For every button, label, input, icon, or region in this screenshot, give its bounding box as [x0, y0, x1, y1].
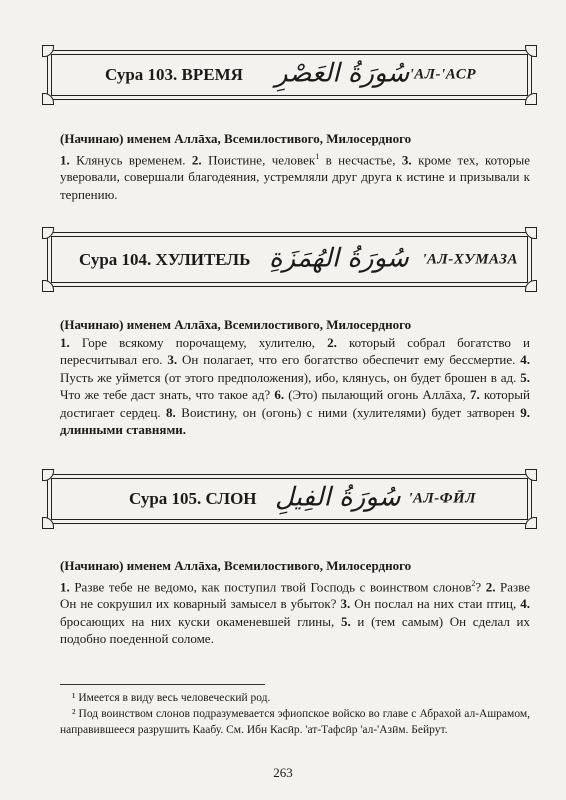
sura-103-header: [47, 50, 532, 100]
sura-104-text: [60, 316, 530, 439]
sura-105-header: [47, 474, 532, 524]
sura-103-text: [60, 130, 530, 203]
sura-104-basmala: (Начинаю) именем Аллāха, Всемилостивого, Милосердного: [60, 317, 412, 332]
sura-104-verses: 1. Горе всякому порочащему, хулителю, 2. который собрал богатство и пересчитывал его. 3. Он полагает, что его богатство обеспечит ему бессмертие. 4. Пусть же уймется (от этого предположения), ибо, клянусь, он будет брошен в ад. 5. Что же тебе даст знать, что такое ад? 6. (Это) пылающий огонь Аллāха, 7. который достигает сердец. 8. Воистину, он (огонь) с ними (хулителями) будет затворен 9. длинными ставнями.: [60, 334, 531, 437]
page-number: 263: [273, 765, 293, 780]
sura-105-title: Сура 105. СЛОН: [129, 489, 257, 508]
sura-103-arabic-title: سُورَةُ العَصْرِ: [275, 58, 410, 89]
footnote-separator: [60, 684, 265, 685]
sura-105-basmala: (Начинаю) именем Аллāха, Всемилостивого, Милосердного: [60, 558, 412, 573]
sura-105-arabic-title: سُورَةُ الفِيلِ: [275, 482, 401, 513]
footnote-1: ¹ Имеется в виду весь человеческий род.: [72, 692, 271, 704]
sura-104-title: Сура 104. ХУЛИТЕЛЬ: [79, 249, 251, 269]
sura-104-header: [47, 232, 532, 287]
sura-104-arabic-title: سُورَةُ الهُمَزَةِ: [269, 243, 409, 273]
sura-105-transliteration: 'АЛ-ФӢЛ: [408, 490, 476, 507]
sura-104-transliteration: 'АЛ-ХУМАЗА: [422, 251, 518, 267]
sura-105-text: [60, 557, 530, 648]
footnotes: [60, 690, 530, 738]
sura-103-transliteration: 'АЛ-'АСР: [409, 66, 476, 83]
footnote-2: ² Под воинством слонов подразумевается эфиопское войско во главе с Абрахой ал-Ашрамом, направившееся разрушить Каабу. См. Ибн Касӣр. 'ат-Тафсӣр 'ал-'Азӣм. Бейрут.: [60, 708, 530, 736]
sura-103-verses: 1. Клянусь временем. 2. Поистине, человек$^1$ в несчастье, 3. кроме тех, которые уверовали, совершали благодеяния, устремляли друг друга к истине и призывали к терпению.: [60, 151, 530, 202]
sura-103-title: Сура 103. ВРЕМЯ: [105, 65, 243, 84]
sura-105-verses: 1. Разве тебе не ведомо, как поступил твой Господь с воинством слонов$^2$? 2. Разве Он не сокрушил их коварный замысел в убыток? 3. Он послал на них стаи птиц, 4. бросающих на них куски окаменевшей глины, 5. и (тем самым) Он сделал их подобно поеденной соломе.: [60, 578, 531, 647]
sura-103-basmala: (Начинаю) именем Аллāха, Всемилостивого, Милосердного: [60, 131, 412, 146]
